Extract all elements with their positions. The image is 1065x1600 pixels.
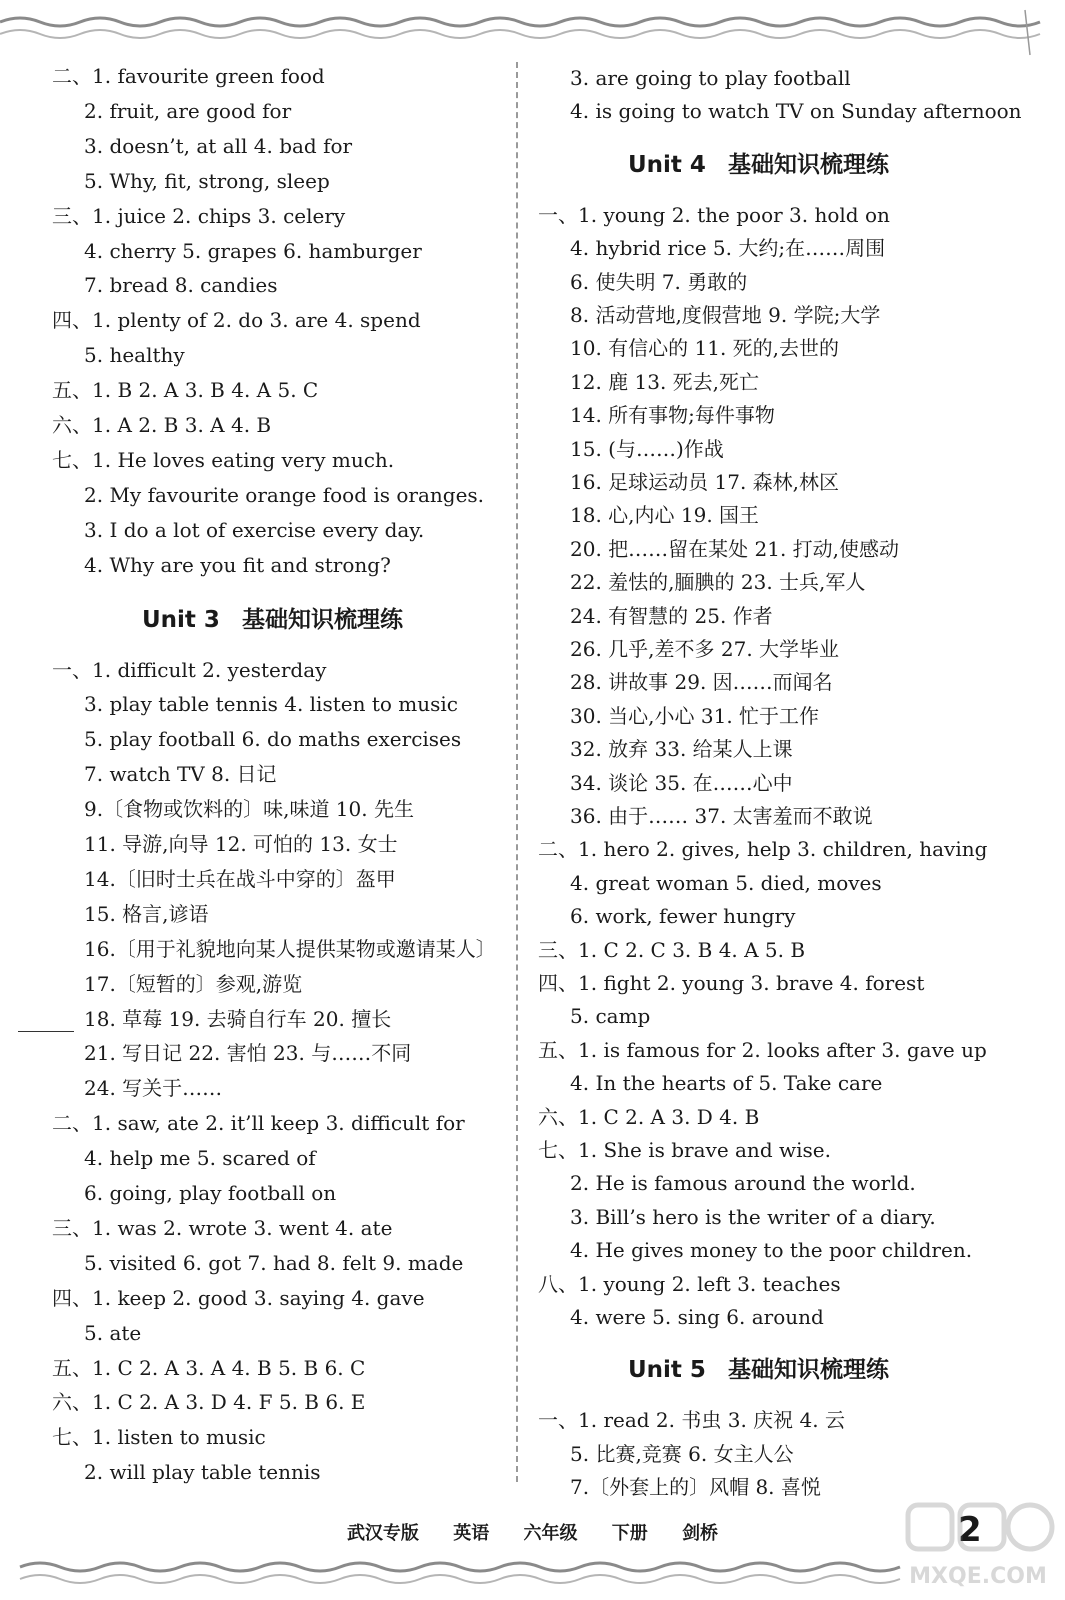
- unit-number: Unit 5: [628, 1357, 706, 1384]
- top-wave-border: [0, 0, 1065, 60]
- answer-line: 12. 鹿 13. 死去,死亡: [570, 369, 760, 394]
- answer-line: 3. are going to play football: [570, 66, 851, 90]
- answer-line: 18. 心,内心 19. 国王: [570, 503, 760, 528]
- answer-line: 二、1. saw, ate 2. it’ll keep 3. difficult for: [52, 1111, 465, 1136]
- answer-line: 5. ate: [84, 1320, 142, 1345]
- answer-line: 7. bread 8. candies: [84, 273, 278, 298]
- answer-line: 2. My favourite orange food is oranges.: [84, 482, 485, 507]
- answer-line: 5. healthy: [84, 343, 185, 368]
- unit-title: 基础知识梳理练: [727, 151, 889, 178]
- answer-line: 七、1. He loves eating very much.: [52, 447, 395, 472]
- footer-publisher: 剑桥: [682, 1523, 719, 1544]
- unit-heading: [628, 150, 889, 180]
- answer-line: 18. 草莓 19. 去骑自行车 20. 擅长: [84, 1006, 392, 1031]
- answer-line: 五、1. B 2. A 3. B 4. A 5. C: [52, 378, 319, 403]
- answer-line: 2. will play table tennis: [84, 1460, 321, 1485]
- answer-line: 7.〔外套上的〕风帽 8. 喜悦: [570, 1475, 821, 1500]
- answer-line: 15. (与……)作战: [570, 436, 724, 461]
- answer-line: 17.〔短暂的〕参观,游览: [84, 971, 303, 996]
- answer-line: 7. watch TV 8. 日记: [84, 762, 277, 787]
- answer-line: 9.〔食物或饮料的〕味,味道 10. 先生: [84, 797, 414, 822]
- answer-line: 六、1. C 2. A 3. D 4. B: [538, 1104, 760, 1129]
- answer-line: 3. I do a lot of exercise every day.: [84, 517, 425, 542]
- answer-line: 七、1. She is brave and wise.: [538, 1138, 831, 1162]
- answer-line: 28. 讲故事 29. 因……而闻名: [570, 670, 833, 695]
- answer-line: 四、1. keep 2. good 3. saying 4. gave: [52, 1285, 425, 1310]
- answer-line: 14. 所有事物;每件事物: [570, 403, 775, 428]
- answer-line: 14.〔旧时士兵在战斗中穿的〕盔甲: [84, 866, 396, 891]
- column-divider: [516, 62, 518, 1482]
- answer-line: 二、1. hero 2. gives, help 3. children, having: [538, 837, 988, 862]
- answer-line: 4. Why are you fit and strong?: [84, 552, 391, 577]
- answer-line: 4. is going to watch TV on Sunday afternoon: [570, 99, 1022, 124]
- footer-grade: 六年级: [523, 1523, 578, 1544]
- footer-region: 武汉专版: [346, 1523, 419, 1544]
- answer-line: 四、1. plenty of 2. do 3. are 4. spend: [52, 308, 421, 333]
- answer-line: 10. 有信心的 11. 死的,去世的: [570, 336, 840, 361]
- answer-line: 32. 放弃 33. 给某人上课: [570, 737, 793, 762]
- answer-line: 五、1. C 2. A 3. A 4. B 5. B 6. C: [52, 1355, 366, 1380]
- answer-line: 5. camp: [570, 1004, 651, 1029]
- unit-number: Unit 3: [142, 606, 220, 633]
- answer-line: 6. work, fewer hungry: [570, 904, 796, 929]
- answer-line: 26. 几乎,差不多 27. 大学毕业: [570, 637, 840, 661]
- answer-line: 16.〔用于礼貌地向某人提供某物或邀请某人〕: [84, 936, 496, 961]
- answer-line: 5. 比赛,竞赛 6. 女主人公: [570, 1441, 794, 1466]
- unit-number: Unit 4: [628, 151, 706, 178]
- answer-line: 六、1. C 2. A 3. D 4. F 5. B 6. E: [52, 1390, 366, 1415]
- answer-line: 一、1. read 2. 书虫 3. 庆祝 4. 云: [538, 1408, 845, 1433]
- unit-title: 基础知识梳理练: [727, 1357, 889, 1384]
- answer-line: 二、1. favourite green food: [52, 64, 325, 88]
- answer-line: 八、1. young 2. left 3. teaches: [538, 1271, 841, 1296]
- watermark-logo: [900, 1495, 1060, 1595]
- answer-line: 一、1. young 2. the poor 3. hold on: [538, 202, 890, 227]
- unit-heading: [628, 1355, 889, 1385]
- answer-line: 三、1. C 2. C 3. B 4. A 5. B: [538, 937, 806, 962]
- answer-line: 五、1. is famous for 2. looks after 3. gave up: [538, 1037, 987, 1062]
- page-number: 2: [958, 1510, 982, 1550]
- answer-line: 4. were 5. sing 6. around: [570, 1305, 824, 1329]
- answer-line: 22. 羞怯的,腼腆的 23. 士兵,军人: [570, 570, 866, 595]
- answer-line: 4. great woman 5. died, moves: [570, 870, 882, 895]
- answer-line: 4. hybrid rice 5. 大约;在……周围: [570, 236, 886, 261]
- answer-line: 四、1. fight 2. young 3. brave 4. forest: [538, 971, 925, 995]
- answer-line: 15. 格言,谚语: [84, 901, 209, 926]
- footer-subject: 英语: [453, 1523, 490, 1544]
- answer-line: 2. He is famous around the world.: [570, 1171, 916, 1196]
- unit-title: 基础知识梳理练: [241, 606, 403, 633]
- answer-line: 4. cherry 5. grapes 6. hamburger: [84, 238, 422, 263]
- unit-heading: [142, 605, 403, 635]
- answer-line: 七、1. listen to music: [52, 1425, 266, 1450]
- watermark-text: MXQE.COM: [909, 1564, 1047, 1589]
- answer-line: 4. In the hearts of 5. Take care: [570, 1071, 883, 1096]
- answer-line: 34. 谈论 35. 在……心中: [570, 770, 793, 795]
- answer-line: 5. visited 6. got 7. had 8. felt 9. made: [84, 1250, 464, 1275]
- answer-line: 6. 使失明 7. 勇敢的: [570, 269, 748, 294]
- answer-line: 一、1. difficult 2. yesterday: [52, 657, 327, 682]
- answer-line: 5. play football 6. do maths exercises: [84, 727, 462, 752]
- margin-mark: [18, 1031, 74, 1032]
- answer-line: 20. 把……留在某处 21. 打动,使感动: [570, 536, 900, 561]
- answer-line: 2. fruit, are good for: [84, 98, 292, 123]
- answer-line: 三、1. was 2. wrote 3. went 4. ate: [52, 1215, 393, 1240]
- answer-line: 三、1. juice 2. chips 3. celery: [52, 203, 346, 228]
- answer-line: 3. play table tennis 4. listen to music: [84, 692, 458, 717]
- answer-line: 3. Bill’s hero is the writer of a diary.: [570, 1204, 936, 1229]
- answer-line: 36. 由于…… 37. 太害羞而不敢说: [570, 804, 873, 828]
- answer-line: 5. Why, fit, strong, sleep: [84, 168, 330, 193]
- answer-line: 4. He gives money to the poor children.: [570, 1238, 973, 1263]
- answer-line: 11. 导游,向导 12. 可怕的 13. 女士: [84, 832, 398, 856]
- answer-line: 30. 当心,小心 31. 忙于工作: [570, 703, 820, 728]
- footer-volume: 下册: [611, 1523, 648, 1544]
- answer-line: 21. 写日记 22. 害怕 23. 与……不同: [84, 1041, 412, 1066]
- answer-line: 六、1. A 2. B 3. A 4. B: [52, 413, 272, 437]
- answer-line: 4. help me 5. scared of: [84, 1146, 316, 1171]
- answer-line: 24. 写关于……: [84, 1076, 223, 1101]
- answer-line: 24. 有智慧的 25. 作者: [570, 603, 773, 628]
- answer-line: 8. 活动营地,度假营地 9. 学院;大学: [570, 303, 881, 327]
- answer-line: 3. doesn’t, at all 4. bad for: [84, 133, 353, 158]
- answer-line: 6. going, play football on: [84, 1181, 337, 1205]
- answer-line: 16. 足球运动员 17. 森林,林区: [570, 470, 840, 494]
